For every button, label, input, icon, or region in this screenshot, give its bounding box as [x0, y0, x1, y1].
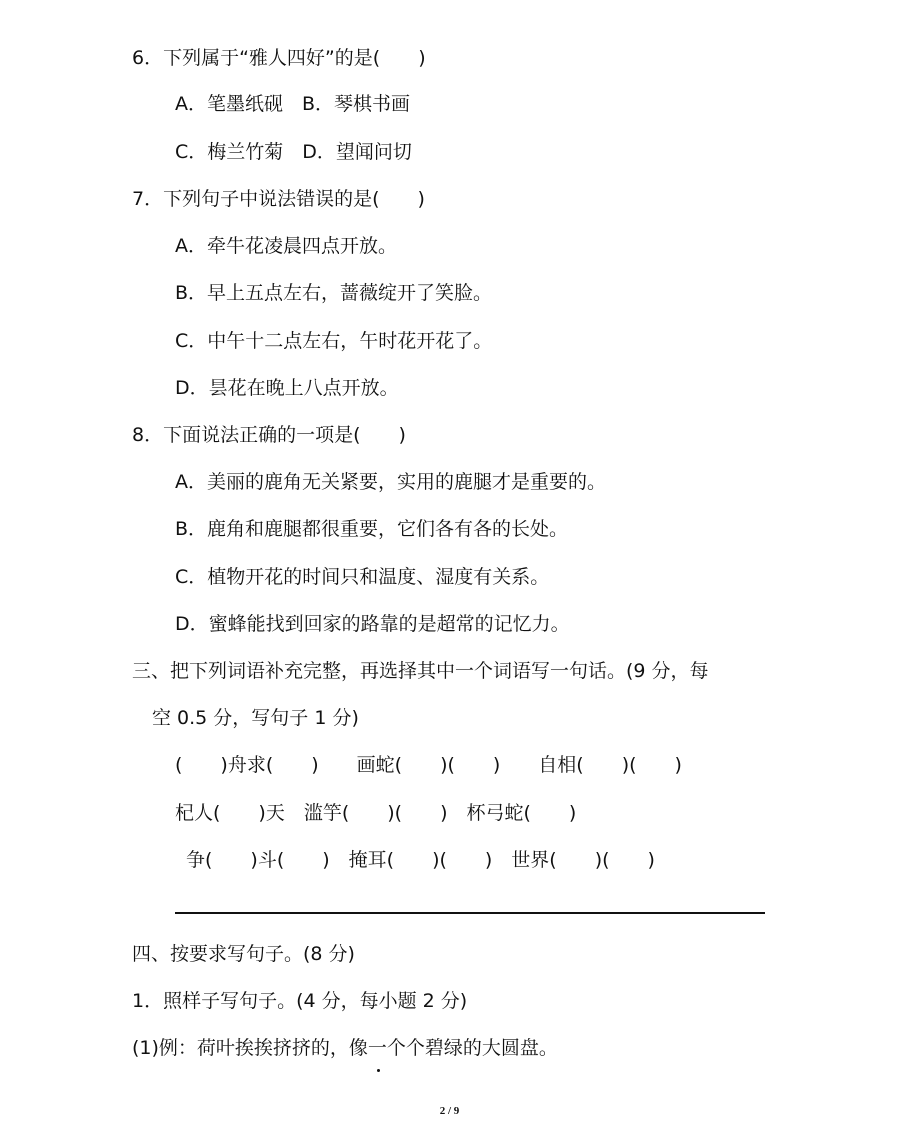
section-4-example: (1)例：荷叶挨挨挤挤的，像一个个碧绿的大圆盘。 [132, 1037, 558, 1059]
question-7-option-c: C．中午十二点左右，午时花开花了。 [175, 330, 493, 352]
question-7-option-d: D．昙花在晚上八点开放。 [175, 377, 399, 399]
question-8-stem: 8．下面说法正确的一项是( ) [132, 424, 406, 446]
idiom-row-1: ( )舟求( ) 画蛇( )( ) 自相( )( ) [175, 754, 682, 776]
emphasis-dot [377, 1069, 380, 1072]
idiom-row-3: 争( )斗( ) 掩耳( )( ) 世界( )( ) [186, 849, 655, 871]
section-4-question-1: 1．照样子写句子。(4 分，每小题 2 分) [132, 990, 468, 1012]
question-8-option-c: C．植物开花的时间只和温度、湿度有关系。 [175, 566, 550, 588]
question-8-option-a: A．美丽的鹿角无关紧要，实用的鹿腿才是重要的。 [175, 471, 606, 493]
question-8-option-b: B．鹿角和鹿腿都很重要，它们各有各的长处。 [175, 518, 569, 540]
question-8-option-d: D．蜜蜂能找到回家的路靠的是超常的记忆力。 [175, 613, 570, 635]
question-7-stem: 7．下列句子中说法错误的是( ) [132, 188, 425, 210]
section-3-title-continued: 空 0.5 分，写句子 1 分) [152, 707, 359, 729]
idiom-row-2: 杞人( )天 滥竽( )( ) 杯弓蛇( ) [175, 802, 577, 824]
section-4-title: 四、按要求写句子。(8 分) [132, 943, 355, 965]
question-6-stem: 6．下列属于“雅人四好”的是( ) [132, 47, 426, 69]
question-6-options-cd: C．梅兰竹菊 D．望闻问切 [175, 141, 412, 163]
page-number: 2 / 9 [439, 1105, 460, 1117]
section-3-title: 三、把下列词语补充完整，再选择其中一个词语写一句话。(9 分，每 [132, 660, 709, 682]
sentence-answer-line [175, 912, 765, 914]
question-7-option-b: B．早上五点左右，蔷薇绽开了笑脸。 [175, 282, 493, 304]
question-6-options-ab: A．笔墨纸砚 B．琴棋书画 [175, 93, 411, 115]
question-7-option-a: A．牵牛花凌晨四点开放。 [175, 235, 397, 257]
